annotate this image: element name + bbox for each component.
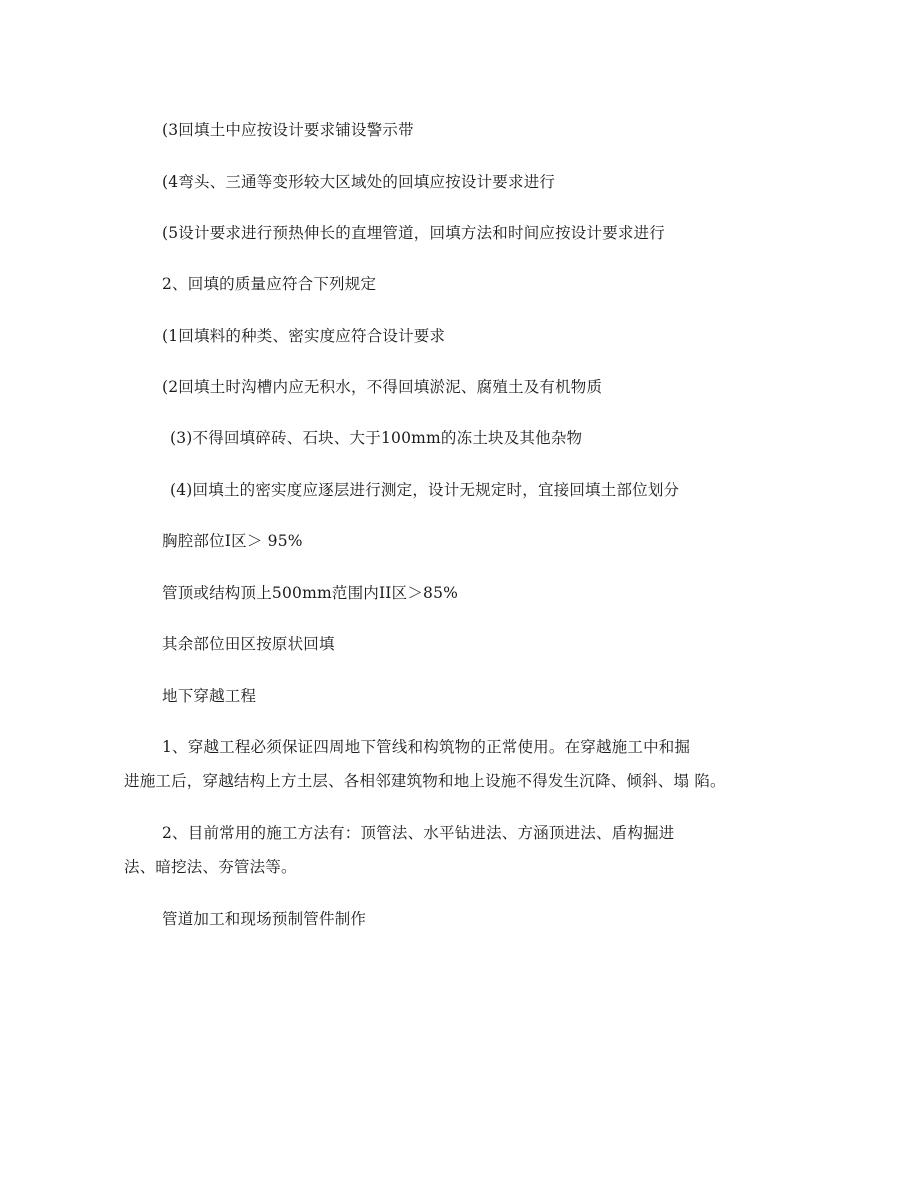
text-line: (3)不得回填碎砖、石块、大于100mm的冻土块及其他杂物 <box>170 429 583 447</box>
text-line: (4)回填土的密实度应逐层进行测定，设计无规定时，宜接回填土部位划分 <box>170 481 680 499</box>
text-line: 管顶或结构顶上500mm范围内II区＞85% <box>162 584 459 602</box>
text-line: 法、暗挖法、夯管法等。 <box>124 858 297 876</box>
text-line: 其余部位田区按原状回填 <box>162 635 335 653</box>
text-line: (4弯头、三通等变形较大区域处的回填应按设计要求进行 <box>162 173 556 191</box>
text-line: 2、回填的质量应符合下列规定 <box>162 275 377 293</box>
section-heading: 地下穿越工程 <box>162 687 257 705</box>
text-line: (3回填土中应按设计要求铺设警示带 <box>162 121 414 139</box>
text-line: 1、穿越工程必须保证四周地下管线和构筑物的正常使用。在穿越施工中和掘 <box>162 738 691 756</box>
text-line: (5设计要求进行预热伸长的直埋管道，回填方法和时间应按设计要求进行 <box>162 224 666 242</box>
text-line: 胸腔部位I区＞ 95% <box>162 532 303 550</box>
section-heading: 管道加工和现场预制管件制作 <box>162 910 367 928</box>
text-line: (2回填土时沟槽内应无积水，不得回填淤泥、腐殖土及有机物质 <box>162 378 603 396</box>
text-line: 2、目前常用的施工方法有：顶管法、水平钻进法、方涵顶进法、盾构掘进 <box>162 824 675 842</box>
text-line: 进施工后，穿越结构上方土层、各相邻建筑物和地上设施不得发生沉降、倾斜、塌 陷。 <box>124 772 726 790</box>
text-line: (1回填料的种类、密实度应符合设计要求 <box>162 327 446 345</box>
